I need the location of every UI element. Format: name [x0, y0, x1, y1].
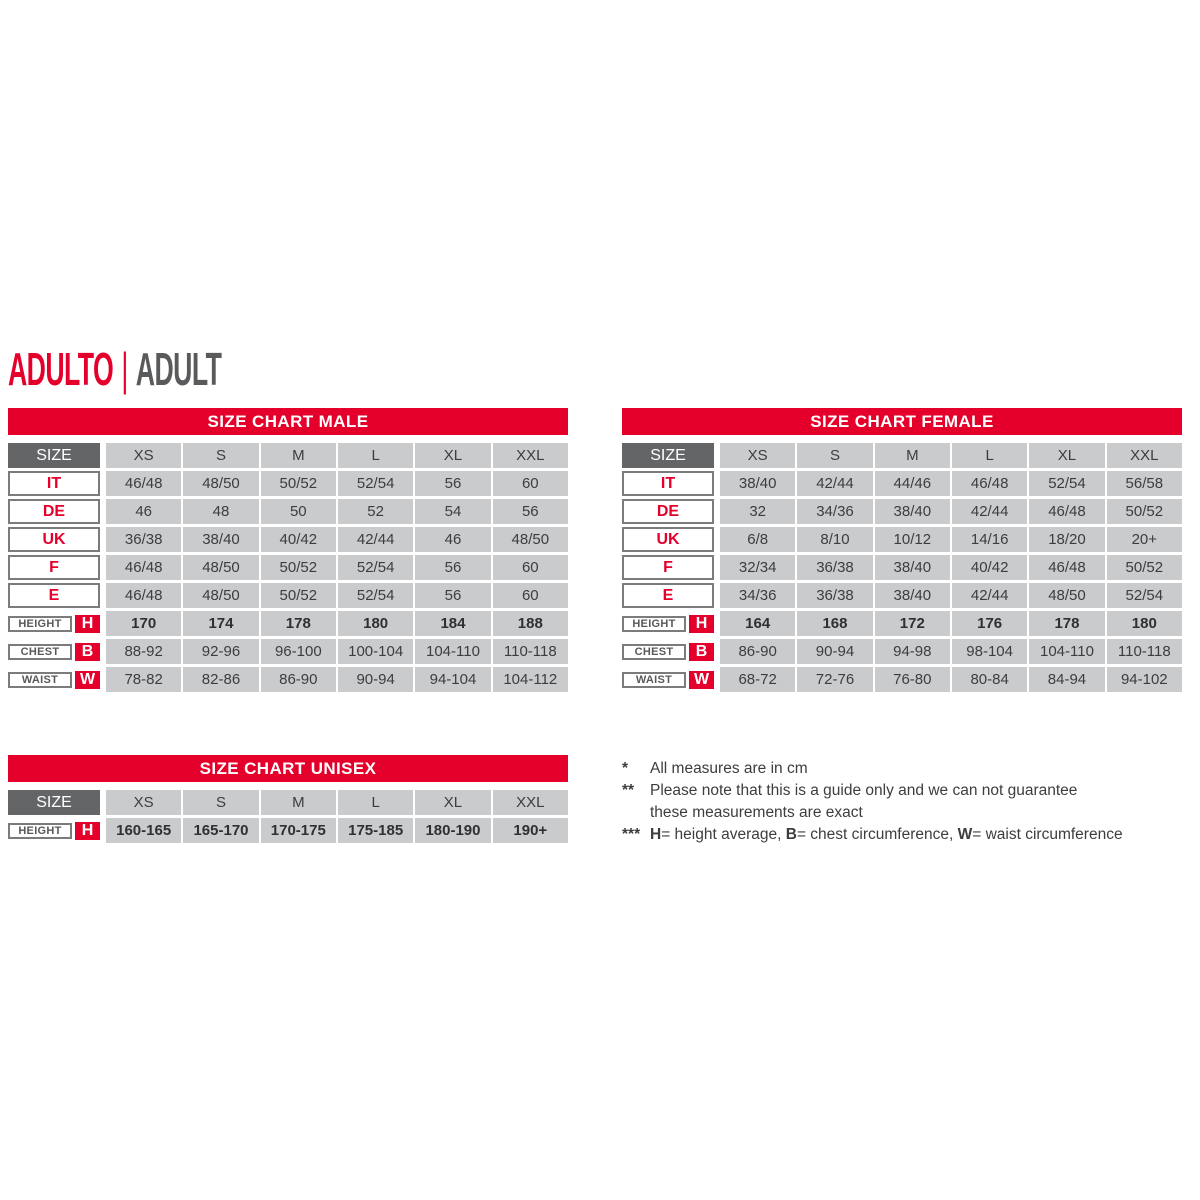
measure-value: 165-170 — [183, 818, 258, 843]
size-column-header-m: M — [261, 443, 336, 468]
title-english: ADULT — [135, 343, 222, 395]
size-header-label: SIZE — [8, 443, 100, 468]
footnotes — [622, 758, 1182, 846]
measure-block — [8, 611, 568, 692]
size-header-row — [8, 790, 568, 815]
size-value: 56 — [415, 555, 490, 580]
footnote-text — [650, 780, 1182, 824]
measure-value: 174 — [183, 611, 258, 636]
size-chart-male-body — [8, 443, 568, 692]
size-value: 56 — [415, 583, 490, 608]
measure-value: 180 — [338, 611, 413, 636]
size-value: 50/52 — [261, 583, 336, 608]
size-value: 34/36 — [720, 583, 795, 608]
size-value: 48/50 — [1029, 583, 1104, 608]
size-value: 52/54 — [338, 583, 413, 608]
measure-value: 110-118 — [1107, 639, 1182, 664]
size-column-header-xs: XS — [106, 790, 181, 815]
measure-value: 88-92 — [106, 639, 181, 664]
size-value: 46/48 — [106, 471, 181, 496]
size-header-row — [8, 443, 568, 468]
letter-badge-w: W — [75, 671, 100, 689]
size-value: 56/58 — [1107, 471, 1182, 496]
size-value: 48 — [183, 499, 258, 524]
measure-value: 175-185 — [338, 818, 413, 843]
measure-value: 190+ — [493, 818, 568, 843]
size-value: 8/10 — [797, 527, 872, 552]
region-row-it — [622, 471, 1182, 496]
size-header-label: SIZE — [8, 790, 100, 815]
size-value: 38/40 — [875, 583, 950, 608]
size-column-header-l: L — [338, 443, 413, 468]
size-chart-female-body — [622, 443, 1182, 692]
size-value: 46/48 — [106, 555, 181, 580]
size-value: 42/44 — [952, 499, 1027, 524]
size-value: 38/40 — [183, 527, 258, 552]
measure-value: 104-110 — [415, 639, 490, 664]
measure-value: 92-96 — [183, 639, 258, 664]
size-column-header-s: S — [183, 443, 258, 468]
size-value: 32/34 — [720, 555, 795, 580]
legend-h-desc: = height average, — [661, 826, 786, 843]
size-header-label: SIZE — [622, 443, 714, 468]
size-value: 18/20 — [1029, 527, 1104, 552]
measure-row-waist — [622, 667, 1182, 692]
measure-block — [622, 611, 1182, 692]
size-column-header-xxl: XXL — [1107, 443, 1182, 468]
waist-label: WAIST — [622, 672, 686, 688]
legend-w: W — [957, 826, 973, 843]
size-value: 46/48 — [1029, 555, 1104, 580]
size-column-header-xs: XS — [106, 443, 181, 468]
measure-value: 96-100 — [261, 639, 336, 664]
size-value: 50 — [261, 499, 336, 524]
measure-value: 86-90 — [720, 639, 795, 664]
size-value: 56 — [415, 471, 490, 496]
region-label-e: E — [622, 583, 714, 608]
chest-label: CHEST — [622, 644, 686, 660]
legend-w-desc: = waist circumference — [972, 826, 1123, 843]
measure-value: 78-82 — [106, 667, 181, 692]
size-column-header-xs: XS — [720, 443, 795, 468]
measure-value: 90-94 — [797, 639, 872, 664]
size-value: 48/50 — [183, 555, 258, 580]
measure-value: 68-72 — [720, 667, 795, 692]
measure-value: 178 — [1029, 611, 1104, 636]
region-label-de: DE — [8, 499, 100, 524]
region-label-f: F — [622, 555, 714, 580]
measure-value: 84-94 — [1029, 667, 1104, 692]
measure-row-waist — [8, 667, 568, 692]
size-value: 50/52 — [261, 555, 336, 580]
measure-label-height — [622, 611, 714, 636]
measure-row-chest — [622, 639, 1182, 664]
measure-value: 72-76 — [797, 667, 872, 692]
measure-value: 160-165 — [106, 818, 181, 843]
region-row-e — [8, 583, 568, 608]
size-value: 40/42 — [952, 555, 1027, 580]
height-label: HEIGHT — [8, 823, 72, 839]
page-content — [8, 343, 1192, 846]
region-row-uk — [622, 527, 1182, 552]
measure-value: 110-118 — [493, 639, 568, 664]
footnote-legend — [622, 824, 1182, 846]
letter-badge-h: H — [75, 822, 100, 840]
measure-value: 104-110 — [1029, 639, 1104, 664]
measure-value: 178 — [261, 611, 336, 636]
letter-badge-h: H — [689, 615, 714, 633]
footnote-measures-in-cm — [622, 758, 1182, 780]
region-row-uk — [8, 527, 568, 552]
size-column-header-l: L — [952, 443, 1027, 468]
measure-value: 80-84 — [952, 667, 1027, 692]
size-column-header-xl: XL — [1029, 443, 1104, 468]
size-value: 48/50 — [183, 583, 258, 608]
size-value: 52/54 — [338, 555, 413, 580]
measure-value: 94-104 — [415, 667, 490, 692]
size-chart-male-title-bar: SIZE CHART MALE — [8, 408, 568, 435]
size-value: 60 — [493, 583, 568, 608]
measure-row-height — [622, 611, 1182, 636]
size-value: 42/44 — [338, 527, 413, 552]
size-value: 60 — [493, 471, 568, 496]
measure-value: 168 — [797, 611, 872, 636]
size-value: 52 — [338, 499, 413, 524]
chest-label: CHEST — [8, 644, 72, 660]
size-column-header-xl: XL — [415, 790, 490, 815]
measure-value: 188 — [493, 611, 568, 636]
footnote-line-2: these measurements are exact — [650, 804, 863, 821]
measure-label-waist — [8, 667, 100, 692]
measure-block — [8, 818, 568, 843]
size-value: 48/50 — [183, 471, 258, 496]
measure-value: 76-80 — [875, 667, 950, 692]
title-separator: | — [121, 343, 128, 395]
size-value: 46/48 — [1029, 499, 1104, 524]
size-value: 20+ — [1107, 527, 1182, 552]
size-value: 6/8 — [720, 527, 795, 552]
size-column-header-s: S — [183, 790, 258, 815]
size-value: 38/40 — [720, 471, 795, 496]
footnote-text — [650, 824, 1182, 846]
region-row-f — [8, 555, 568, 580]
legend-b: B — [785, 826, 797, 843]
size-value: 14/16 — [952, 527, 1027, 552]
size-chart-female-table — [622, 408, 1182, 692]
size-value: 50/52 — [1107, 499, 1182, 524]
size-value: 34/36 — [797, 499, 872, 524]
region-label-uk: UK — [8, 527, 100, 552]
measure-value: 170 — [106, 611, 181, 636]
size-value: 38/40 — [875, 499, 950, 524]
size-value: 56 — [493, 499, 568, 524]
legend-h: H — [650, 826, 662, 843]
region-row-de — [8, 499, 568, 524]
size-chart-male-table — [8, 408, 568, 692]
size-value: 52/54 — [1029, 471, 1104, 496]
height-label: HEIGHT — [8, 616, 72, 632]
size-value: 42/44 — [952, 583, 1027, 608]
height-label: HEIGHT — [622, 616, 686, 632]
measure-label-height — [8, 818, 100, 843]
size-value: 46/48 — [106, 583, 181, 608]
size-column-header-m: M — [875, 443, 950, 468]
measure-value: 164 — [720, 611, 795, 636]
region-row-de — [622, 499, 1182, 524]
measure-value: 170-175 — [261, 818, 336, 843]
letter-badge-b: B — [689, 643, 714, 661]
size-value: 38/40 — [875, 555, 950, 580]
measure-row-chest — [8, 639, 568, 664]
size-chart-unisex-body — [8, 790, 568, 843]
title-italian: ADULTO — [8, 343, 114, 395]
letter-badge-h: H — [75, 615, 100, 633]
size-column-header-s: S — [797, 443, 872, 468]
size-value: 60 — [493, 555, 568, 580]
size-value: 46 — [415, 527, 490, 552]
footnote-marker: *** — [622, 826, 641, 843]
measure-label-waist — [622, 667, 714, 692]
region-label-e: E — [8, 583, 100, 608]
size-value: 40/42 — [261, 527, 336, 552]
size-chart-unisex-title-bar: SIZE CHART UNISEX — [8, 755, 568, 782]
size-value: 32 — [720, 499, 795, 524]
size-column-header-xl: XL — [415, 443, 490, 468]
size-value: 10/12 — [875, 527, 950, 552]
measure-value: 104-112 — [493, 667, 568, 692]
size-value: 50/52 — [261, 471, 336, 496]
region-label-de: DE — [622, 499, 714, 524]
footnote-text: All measures are in cm — [650, 760, 808, 777]
region-label-uk: UK — [622, 527, 714, 552]
measure-value: 90-94 — [338, 667, 413, 692]
size-value: 50/52 — [1107, 555, 1182, 580]
size-header-row — [622, 443, 1182, 468]
measure-row-height — [8, 818, 568, 843]
left-column — [8, 408, 568, 846]
footnote-guide-only — [622, 780, 1182, 824]
size-value: 52/54 — [1107, 583, 1182, 608]
measure-value: 82-86 — [183, 667, 258, 692]
measure-label-chest — [622, 639, 714, 664]
page-title — [8, 343, 1192, 395]
measure-value: 184 — [415, 611, 490, 636]
measure-value: 98-104 — [952, 639, 1027, 664]
footnote-marker: * — [622, 760, 629, 777]
region-label-it: IT — [622, 471, 714, 496]
size-column-header-l: L — [338, 790, 413, 815]
size-value: 46 — [106, 499, 181, 524]
legend-b-desc: = chest circumference, — [796, 826, 958, 843]
measure-row-height — [8, 611, 568, 636]
size-value: 54 — [415, 499, 490, 524]
measure-value: 180-190 — [415, 818, 490, 843]
measure-value: 94-102 — [1107, 667, 1182, 692]
right-column — [622, 408, 1182, 846]
size-value: 46/48 — [952, 471, 1027, 496]
waist-label: WAIST — [8, 672, 72, 688]
region-row-f — [622, 555, 1182, 580]
size-column-header-m: M — [261, 790, 336, 815]
region-label-it: IT — [8, 471, 100, 496]
measure-value: 94-98 — [875, 639, 950, 664]
measure-label-chest — [8, 639, 100, 664]
measure-value: 100-104 — [338, 639, 413, 664]
measure-value: 180 — [1107, 611, 1182, 636]
measure-value: 172 — [875, 611, 950, 636]
size-value: 36/38 — [106, 527, 181, 552]
size-chart-unisex-table — [8, 755, 568, 843]
measure-value: 86-90 — [261, 667, 336, 692]
measure-label-height — [8, 611, 100, 636]
size-column-header-xxl: XXL — [493, 443, 568, 468]
footnote-line-1: Please note that this is a guide only and we can not guarantee — [650, 782, 1078, 799]
size-value: 44/46 — [875, 471, 950, 496]
chart-columns — [8, 408, 1192, 846]
measure-value: 176 — [952, 611, 1027, 636]
size-value: 42/44 — [797, 471, 872, 496]
size-value: 36/38 — [797, 583, 872, 608]
letter-badge-w: W — [689, 671, 714, 689]
size-value: 48/50 — [493, 527, 568, 552]
region-row-it — [8, 471, 568, 496]
region-row-e — [622, 583, 1182, 608]
size-value: 52/54 — [338, 471, 413, 496]
footnote-marker: ** — [622, 782, 635, 799]
size-chart-female-title-bar: SIZE CHART FEMALE — [622, 408, 1182, 435]
letter-badge-b: B — [75, 643, 100, 661]
region-label-f: F — [8, 555, 100, 580]
size-value: 36/38 — [797, 555, 872, 580]
size-column-header-xxl: XXL — [493, 790, 568, 815]
